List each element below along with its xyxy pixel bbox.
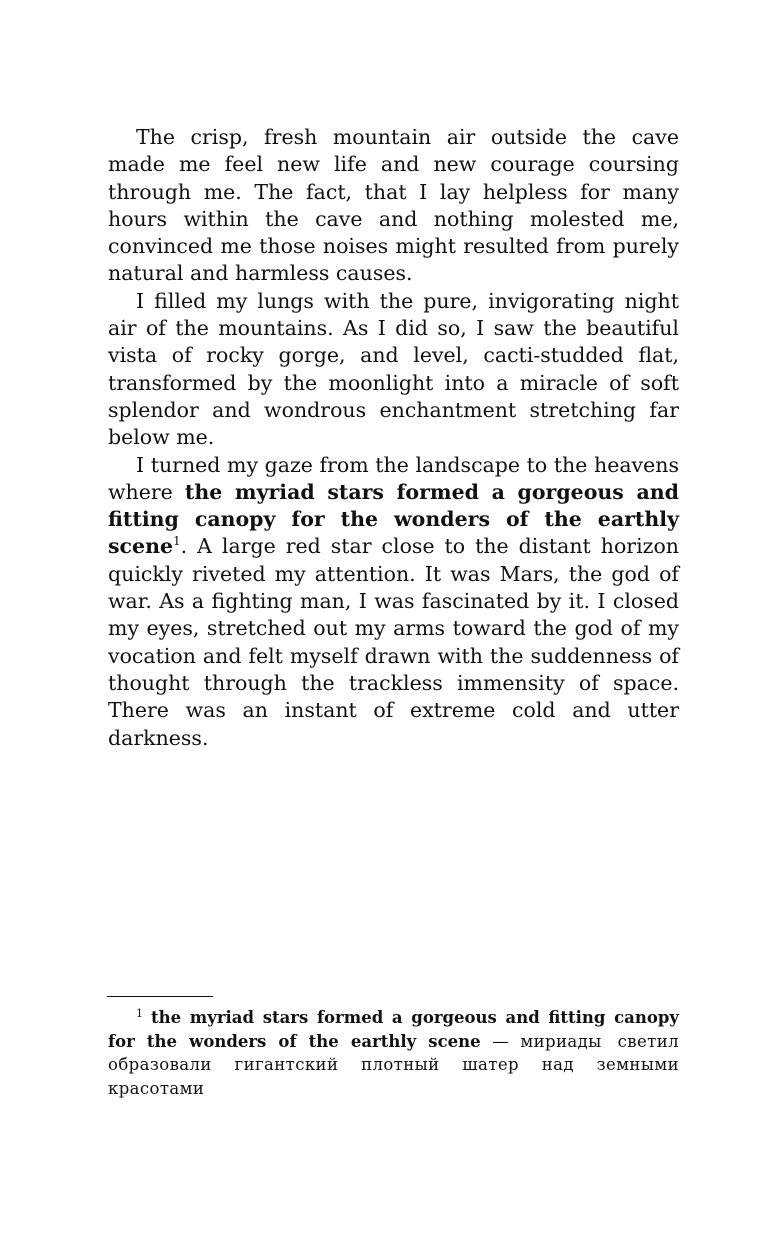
glossed-phrase: the myriad stars formed a gorgeous and fitting canopy for the wonders of the earthly scene (108, 479, 679, 559)
paragraph-3-before: I turned my gaze from the landscape to the heavens where (108, 452, 679, 504)
footnote-term: the myriad stars formed a gorgeous and fitting canopy for the wonders of the earthly scene (108, 1008, 679, 1051)
paragraph-2: I filled my lungs with the pure, invigorating night air of the mountains. As I did so, I saw the beautiful vista of rocky gorge, and level, cacti-studded flat, transformed by the moonlight into a miracle of soft splendor and wondrous enchantment stretching far below me. (108, 288, 679, 450)
footnote-translation: мириады светил образовали гигантский плотный шатер над земными красотами (108, 1031, 679, 1098)
footnote-reference[interactable]: 1 (173, 534, 181, 549)
footnote (108, 1006, 679, 1100)
footnote-number: 1 (136, 1006, 143, 1020)
paragraph-3-after: . A large red star close to the distant horizon quickly riveted my attention. It was Mars, the god of war. As a fighting man, I was fascinated by it. I closed my eyes, stretched out my arms toward the god of my vocation and felt myself drawn with the suddenness of thought through the trackless immensity of space. There was an instant of extreme cold and utter darkness. (108, 534, 679, 750)
footnote-divider (107, 996, 213, 997)
paragraph-3 (108, 452, 679, 752)
main-text (108, 124, 679, 752)
paragraph-1: The crisp, fresh mountain air outside the cave made me feel new life and new courage coursing through me. The fact, that I lay helpless for many hours within the cave and nothing molested me, convinced me those noises might resulted from purely natural and harmless causes. (108, 125, 679, 286)
footnote-dash: — (480, 1031, 521, 1051)
